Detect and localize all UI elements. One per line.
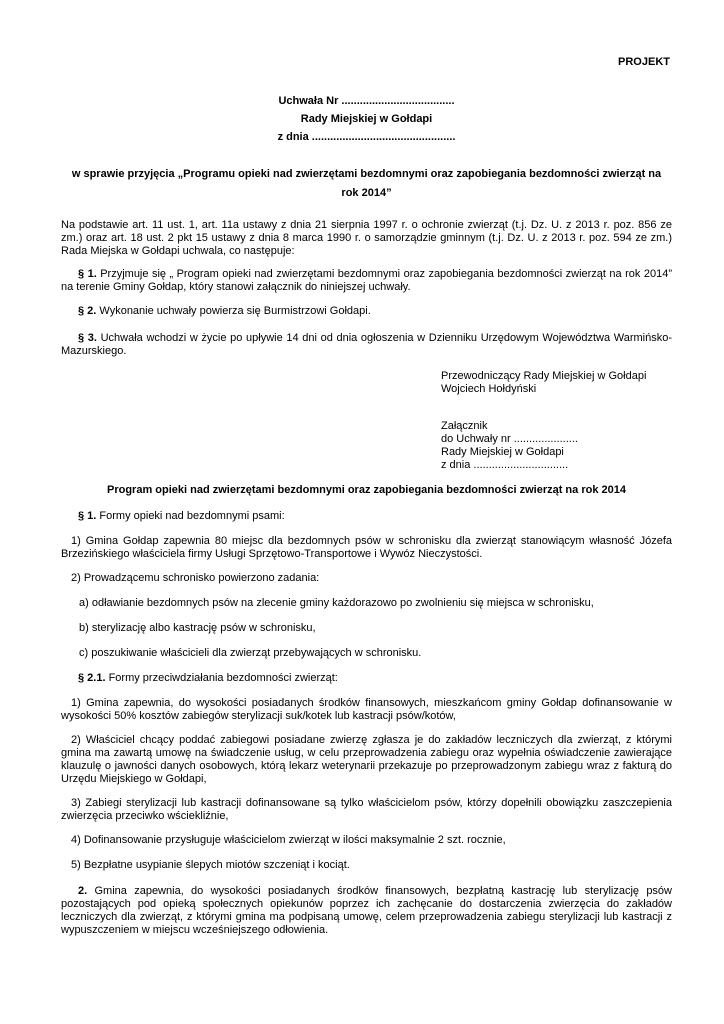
paragraph-2-text: Wykonanie uchwały powierza się Burmistrzowi Gołdapi. [96, 305, 371, 317]
program-s21-point-5: 5) Bezpłatne usypianie ślepych miotów szczeniąt i kociąt. [71, 859, 350, 871]
paragraph-3-label: § 3. [78, 332, 97, 344]
program-section-2-1-text: Formy przeciwdziałania bezdomności zwierząt: [105, 672, 338, 684]
paragraph-1 [61, 268, 672, 294]
council-name: Rady Miejskiej w Gołdapi [300, 113, 433, 125]
program-section-2-1 [61, 672, 672, 685]
signature-role: Przewodniczący Rady Miejskiej w Gołdapi [441, 370, 647, 382]
attachment-line3: Rady Miejskiej w Gołdapi [441, 446, 564, 458]
paragraph-1-text: Przyjmuje się „ Program opieki nad zwierzętami bezdomnymi oraz zapobiegania bezdomności zwierząt na rok 2014” na terenie Gminy Gołdap, który stanowi załącznik do niniejszej uchwały. [61, 268, 672, 293]
program-section-2-text: Gmina zapewnia, do wysokości posiadanych środków finansowych, bezpłatną kastrację lub sterylizację psów pozostających pod opieką społecznych opiekunów poprzez ich zachęcanie do dostarczenia zwierzęcia do zakładów leczniczych dla zwierząt, z którymi gmina ma podpisaną umowę, celem przeprowadzenia zabiegu sterylizacji lub kastracji z wypuszczeniem w miejscu wcześniejszego odłowienia. [61, 885, 672, 936]
program-title: Program opieki nad zwierzętami bezdomnymi oraz zapobiegania bezdomności zwierząt na rok 2014 [107, 484, 626, 496]
resolution-number: Uchwała Nr ..................................... [278, 95, 455, 107]
program-s21-point-4: 4) Dofinansowanie przysługuje właścicielom zwierząt w ilości maksymalnie 2 szt. rocznie, [71, 834, 506, 846]
attachment-line2: do Uchwały nr ..................... [441, 433, 578, 445]
signature-name: Wojciech Hołdyński [441, 383, 537, 395]
paragraph-1-label: § 1. [78, 268, 97, 280]
program-section-2-1-label: § 2.1. [78, 672, 106, 684]
resolution-subject-line1: w sprawie przyjęcia „Programu opieki nad zwierzętami bezdomnymi oraz zapobiegania bezdomności zwierząt na [71, 168, 662, 180]
resolution-subject-line2: rok 2014” [341, 187, 392, 199]
resolution-date: z dnia ............................................... [277, 131, 456, 143]
paragraph-3 [61, 332, 672, 358]
program-section-1 [61, 510, 672, 523]
program-s21-point-1: 1) Gmina zapewnia, do wysokości posiadanych środków finansowych, mieszkańcom gminy Gołdap dofinansowanie w wysokości 50% kosztów zabiegów sterylizacji suk/kotek lub kastracji psów/kotów, [61, 697, 672, 722]
program-s1-point-2: 2) Prowadzącemu schronisko powierzono zadania: [71, 572, 320, 584]
program-s1-item-c: c) poszukiwanie właścicieli dla zwierząt przebywających w schronisku. [79, 647, 422, 659]
attachment-line1: Załącznik [441, 420, 488, 432]
projekt-label: PROJEKT [618, 56, 670, 68]
program-section-2-label: 2. [78, 885, 88, 897]
program-s21-point-3: 3) Zabiegi sterylizacji lub kastracji dofinansowane są tylko właścicielom psów, którzy dopełnili obowiązku zaszczepienia zwierzęcia przeciwko wściekliźnie, [61, 797, 672, 822]
program-section-1-label: § 1. [78, 510, 97, 522]
program-s1-item-a: a) odławianie bezdomnych psów na zlecenie gminy każdorazowo po zwolnieniu się miejsca w schronisku, [79, 597, 594, 609]
program-section-2 [61, 885, 672, 937]
preamble: Na podstawie art. 11 ust. 1, art. 11a ustawy z dnia 21 sierpnia 1997 r. o ochronie zwierząt (t.j. Dz. U. z 2013 r. poz. 856 ze zm.) oraz art. 18 ust. 2 pkt 15 ustawy z dnia 8 marca 1990 r. o samorządzie gminnym (t.j. Dz. U. z 2013 r. poz. 594 ze zm.) Rada Miejska w Gołdapi uchwala, co następuje: [61, 219, 672, 257]
program-s1-point-1: 1) Gmina Gołdap zapewnia 80 miejsc dla bezdomnych psów w schronisku dla zwierząt stanowiącym własność Józefa Brzezińskiego właściciela firmy Usługi Sprzętowo-Transportowe i Wywóz Nieczystości. [61, 535, 672, 560]
paragraph-2-label: § 2. [78, 305, 97, 317]
paragraph-2 [61, 305, 672, 318]
program-section-1-text: Formy opieki nad bezdomnymi psami: [96, 510, 285, 522]
program-s1-item-b: b) sterylizację albo kastrację psów w schronisku, [79, 622, 316, 634]
paragraph-3-text: Uchwała wchodzi w życie po upływie 14 dni od dnia ogłoszenia w Dzienniku Urzędowym Województwa Warmińsko-Mazurskiego. [61, 332, 672, 357]
program-s21-point-2: 2) Właściciel chcący poddać zabiegowi posiadane zwierzę zgłasza je do zakładów leczniczych dla zwierząt, z którymi gmina ma zawartą umowę na świadczenie usług, w celu przeprowadzenia zabiegu oraz wypełnia oświadczenie zawierające klauzulę o jawności danych osobowych, którą lekarz weterynarii przekazuje po przeprowadzonym zabiegu wraz z fakturą do Urzędu Miejskiego w Gołdapi, [61, 734, 672, 785]
attachment-line4: z dnia ............................... [441, 459, 569, 471]
